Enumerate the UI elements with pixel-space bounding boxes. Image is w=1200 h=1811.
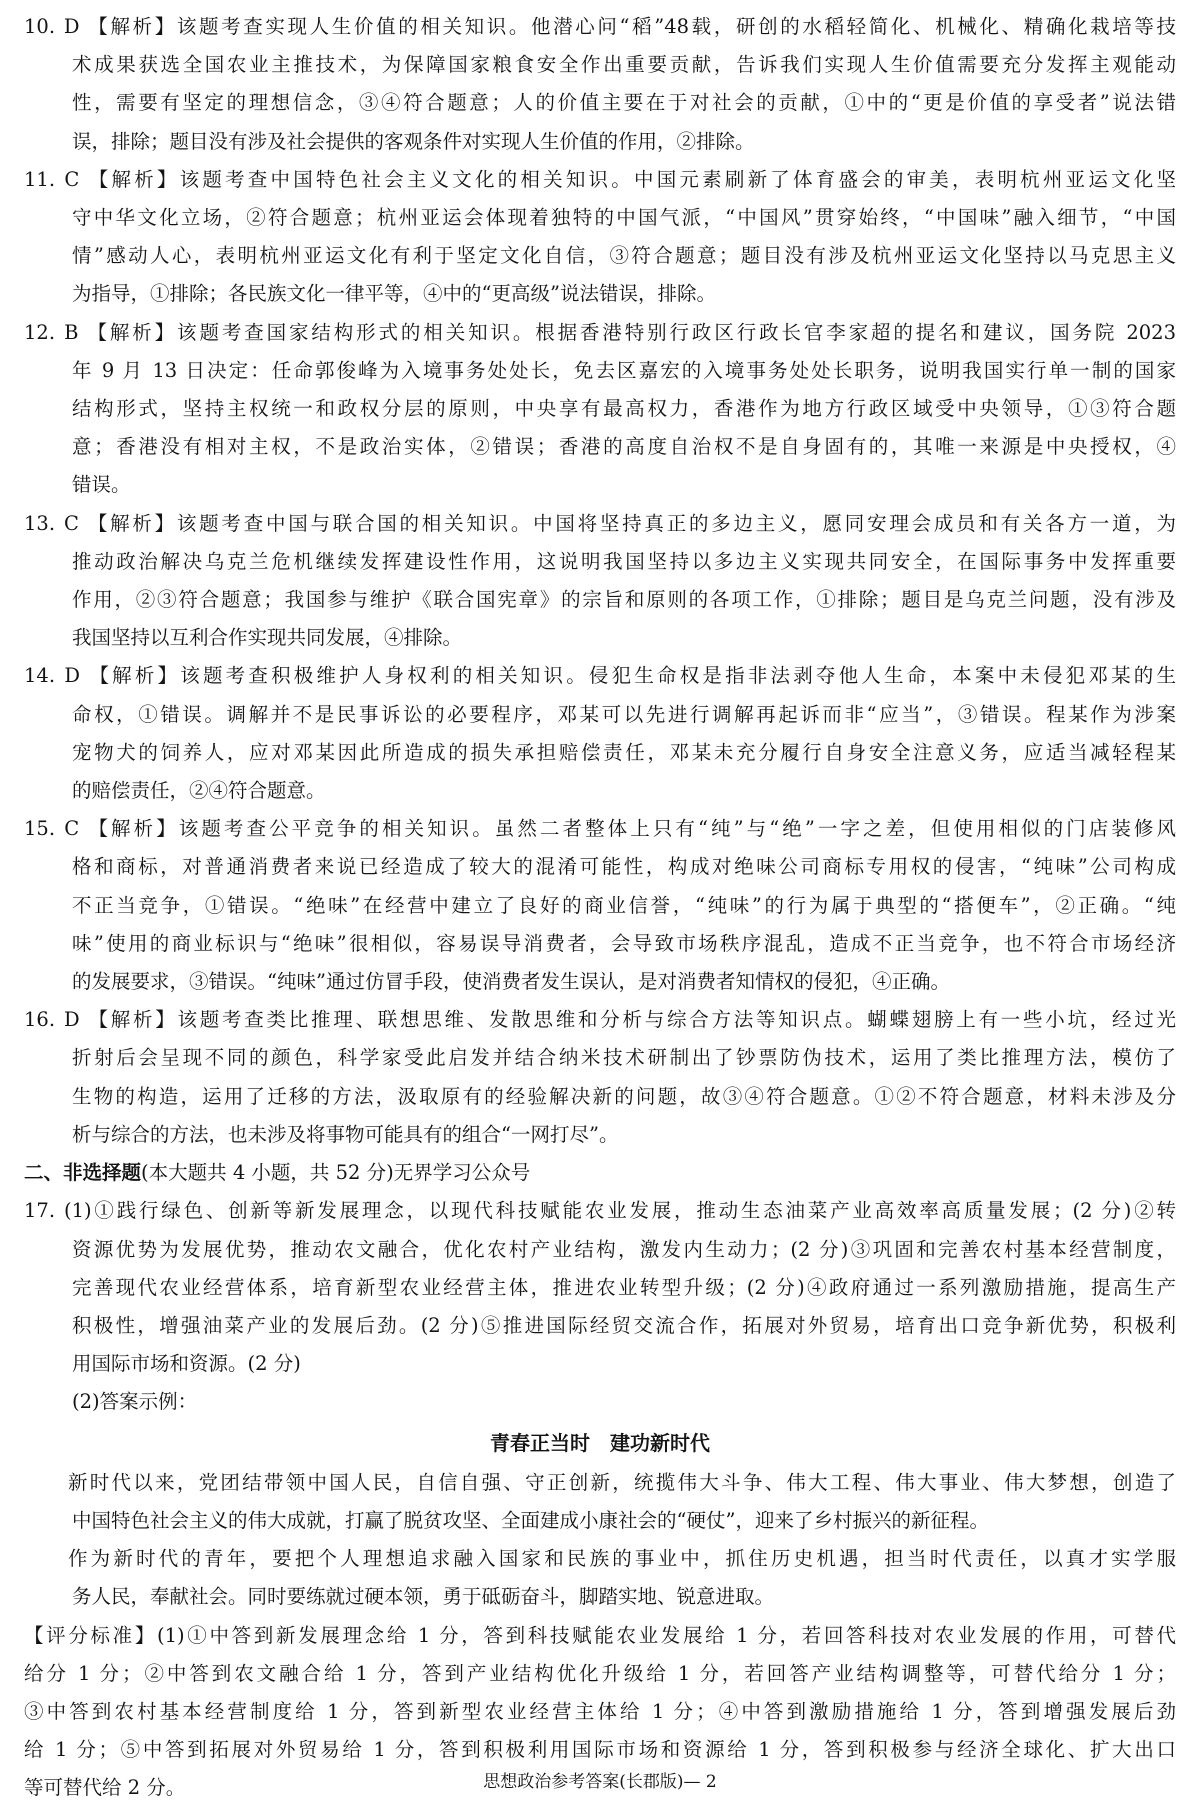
q17-part2-label: (2)答案示例： (72, 1390, 198, 1414)
section-2-heading: 二、非选择题 (24, 1161, 142, 1185)
answer-line: 误，排除；题目没有涉及社会提供的客观条件对实现人生价值的作用，②排除。 (72, 129, 755, 153)
q17-part1-line: 积极性，增强油菜产业的发展后劲。(2 分)⑤推进国际经贸交流合作，拓展对外贸易，培育出口竞争新优势，积极利 (72, 1313, 1176, 1337)
answer-q16 (24, 1001, 1176, 1154)
answer-line: 术成果获选全国农业主推技术，为保障国家粮食安全作出重要贡献，告诉我们实现人生价值需要充分发挥主观能动 (72, 53, 1176, 77)
answer-line: 命权，①错误。调解并不是民事诉讼的必要程序，邓某可以先进行调解再起诉而非“应当”，③错误。程某作为涉案 (72, 702, 1176, 726)
answer-line: 结构形式，坚持主权统一和政权分层的原则，中央享有最高权力，香港作为地方行政区域受中央领导，①③符合题 (72, 397, 1176, 421)
q17-part1-line: 17. (1)①践行绿色、创新等新发展理念，以现代科技赋能农业发展，推动生态油菜产业高效率高质量发展；(2 分)②转 (24, 1199, 1176, 1223)
question-17 (24, 1192, 1176, 1807)
answer-line: 16. D 【解析】该题考查类比推理、联想思维、发散思维和分析与综合方法等知识点。蝴蝶翅膀上有一些小坑，经过光 (24, 1008, 1176, 1032)
section-2-heading-line (24, 1154, 1176, 1192)
answer-line: 为指导，①排除；各民族文化一律平等，④中的“更高级”说法错误，排除。 (72, 282, 716, 306)
answer-line: 错误。 (72, 473, 131, 497)
answer-q15 (24, 810, 1176, 1001)
q17-part1-line: 用国际市场和资源。(2 分) (72, 1352, 301, 1376)
answer-line: 析与综合的方法，也未涉及将事物可能具有的组合“一网打尽”。 (72, 1122, 619, 1146)
scoring-standard-line: ③中答到农村基本经营制度给 1 分，答到新型农业经营主体给 1 分；④中答到激励措施给 1 分，答到增强发展后劲 (24, 1699, 1176, 1723)
answer-line: 守中华文化立场，②符合题意；杭州亚运会体现着独特的中国气派，“中国风”贯穿始终，“中国味”融入细节，“中国 (72, 206, 1176, 230)
answer-q12 (24, 314, 1176, 505)
essay-paragraph-line: 中国特色社会主义的伟大成就，打赢了脱贫攻坚、全面建成小康社会的“硬仗”，迎来了乡村振兴的新征程。 (72, 1508, 989, 1532)
answer-line: 的赔偿责任，②④符合题意。 (72, 779, 326, 803)
answer-q10 (24, 8, 1176, 161)
answer-items (24, 8, 1176, 1154)
essay-paragraph-line: 务人民，奉献社会。同时要练就过硬本领，勇于砥砺奋斗，脚踏实地、锐意进取。 (72, 1585, 775, 1609)
answer-line: 的发展要求，③错误。“纯味”通过仿冒手段，使消费者发生误认，是对消费者知情权的侵犯，④正确。 (72, 970, 950, 994)
answer-line: 推动政治解决乌克兰危机继续发挥建设性作用，这说明我国坚持以多边主义实现共同安全，在国际事务中发挥重要 (72, 549, 1176, 573)
q17-part1-line: 资源优势为发展优势，推动农文融合，优化农村产业结构，激发内生动力；(2 分)③巩固和完善农村基本经营制度， (72, 1237, 1176, 1261)
answer-line: 生物的构造，运用了迁移的方法，汲取原有的经验解决新的问题，故③④符合题意。①②不符合题意，材料未涉及分 (72, 1084, 1176, 1108)
answer-line: 味”使用的商业标识与“绝味”很相似，容易误导消费者，会导致市场秩序混乱，造成不正当竞争，也不符合市场经济 (72, 931, 1176, 955)
answer-line: 年 9 月 13 日决定：任命郭俊峰为入境事务处处长，免去区嘉宏的入境事务处处长职务，说明我国实行单一制的国家 (72, 358, 1176, 382)
answer-q11 (24, 161, 1176, 314)
essay-paragraph-line: 作为新时代的青年，要把个人理想追求融入国家和民族的事业中，抓住历史机遇，担当时代责任，以真才实学服 (68, 1547, 1176, 1571)
answer-line: 折射后会呈现不同的颜色，科学家受此启发并结合纳米技术研制出了钞票防伪技术，运用了类比推理方法，模仿了 (72, 1046, 1176, 1070)
essay-title: 青春正当时 建功新时代 (490, 1430, 710, 1455)
page-footer: 思想政治参考答案(长郡版)— 2 (483, 1772, 717, 1792)
answer-line: 不正当竞争，①错误。“绝味”在经营中建立了良好的商业信誉，“纯味”的行为属于典型的“搭便车”，②正确。“纯 (72, 893, 1176, 917)
scoring-standard-line: 给 1 分；⑤中答到拓展对外贸易给 1 分，答到积极利用国际市场和资源给 1 分，答到积极参与经济全球化、扩大出口 (24, 1738, 1176, 1762)
answer-line: 10. D 【解析】该题考查实现人生价值的相关知识。他潜心问“稻”48载，研创的水稻轻简化、机械化、精确化栽培等技 (24, 15, 1176, 38)
answer-line: 13. C 【解析】该题考查中国与联合国的相关知识。中国将坚持真正的多边主义，愿同安理会成员和有关各方一道，为 (24, 511, 1176, 535)
answer-page (24, 8, 1176, 1808)
answer-line: 14. D 【解析】该题考查积极维护人身权利的相关知识。侵犯生命权是指非法剥夺他人生命，本案中未侵犯邓某的生 (24, 664, 1176, 688)
section-2-note: (本大题共 4 小题，共 52 分)无界学习公众号 (141, 1161, 531, 1185)
answer-line: 情”感动人心，表明杭州亚运文化有利于坚定文化自信，③符合题意；题目没有涉及杭州亚运文化坚持以马克思主义 (72, 244, 1176, 268)
answer-line: 性，需要有坚定的理想信念，③④符合题意；人的价值主要在于对社会的贡献，①中的“更是价值的享受者”说法错 (72, 91, 1176, 115)
scoring-standard-line: 等可替代给 2 分。 (24, 1776, 186, 1800)
essay-paragraph-line: 新时代以来，党团结带领中国人民，自信自强、守正创新，统揽伟大斗争、伟大工程、伟大事业、伟大梦想，创造了 (68, 1470, 1176, 1494)
answer-line: 11. C 【解析】该题考查中国特色社会主义文化的相关知识。中国元素刷新了体育盛会的审美，表明杭州亚运文化坚 (24, 167, 1176, 191)
answer-line: 意；香港没有相对主权，不是政治实体，②错误；香港的高度自治权不是自身固有的，其唯一来源是中央授权，④ (72, 435, 1176, 459)
answer-q14 (24, 657, 1176, 810)
answer-line: 我国坚持以互利合作实现共同发展，④排除。 (72, 626, 463, 650)
answer-line: 12. B 【解析】该题考查国家结构形式的相关知识。根据香港特别行政区行政长官李家超的提名和建议，国务院 2023 (24, 320, 1176, 344)
scoring-standard-line: 给分 1 分；②中答到农文融合给 1 分，答到产业结构优化升级给 1 分，若回答产业结构调整等，可替代给分 1 分； (24, 1661, 1176, 1685)
answer-line: 作用，②③符合题意；我国参与维护《联合国宪章》的宗旨和原则的各项工作，①排除；题目是乌克兰问题，没有涉及 (72, 588, 1176, 612)
q17-part1-line: 完善现代农业经营体系，培育新型农业经营主体，推进农业转型升级；(2 分)④政府通过一系列激励措施，提高生产 (72, 1275, 1176, 1299)
scoring-standard-line: 【评分标准】(1)①中答到新发展理念给 1 分，答到科技赋能农业发展给 1 分，若回答科技对农业发展的作用，可替代 (24, 1623, 1176, 1647)
answer-line: 格和商标，对普通消费者来说已经造成了较大的混淆可能性，构成对绝味公司商标专用权的侵害，“纯味”公司构成 (72, 855, 1176, 879)
answer-q13 (24, 505, 1176, 658)
answer-line: 15. C 【解析】该题考查公平竞争的相关知识。虽然二者整体上只有“纯”与“绝”一字之差，但使用相似的门店装修风 (24, 817, 1176, 841)
answer-line: 宠物犬的饲养人，应对邓某因此所造成的损失承担赔偿责任，邓某未充分履行自身安全注意义务，应适当减轻程某 (72, 740, 1176, 764)
